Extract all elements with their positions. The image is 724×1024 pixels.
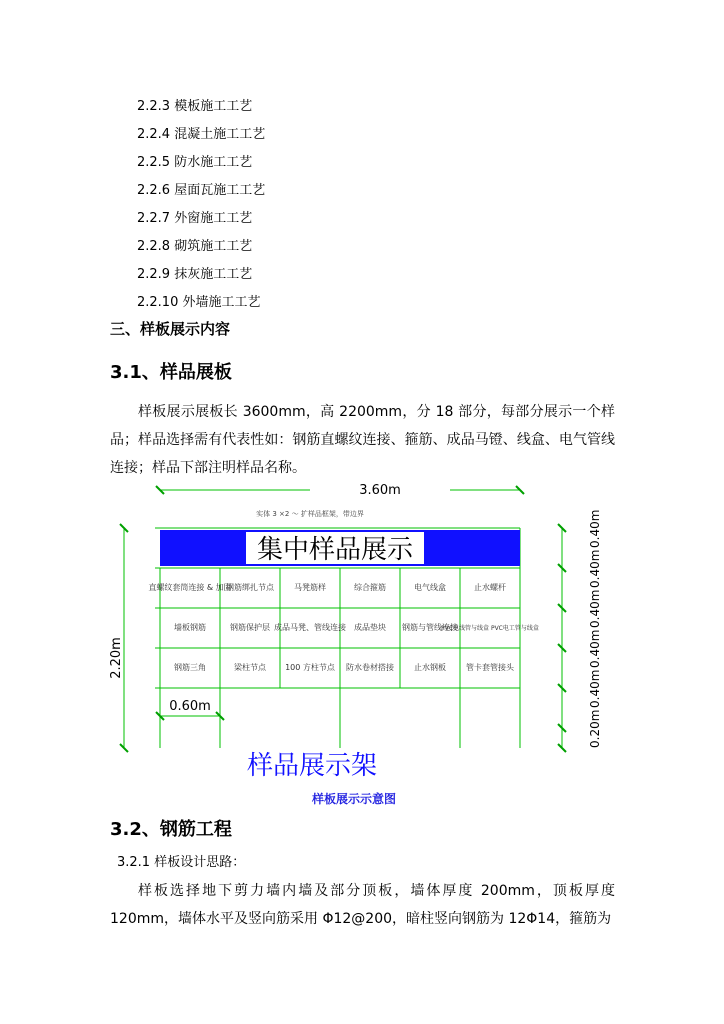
cell-label: 管卡套管接头	[466, 663, 514, 672]
right-dimension-3: 0.40m	[588, 589, 602, 628]
section-3-1-paragraph: 样板展示展板长 3600mm，高 2200mm，分 18 部分，每部分展示一个样品；样品选择需有代表性如：钢筋直螺纹连接、箍筋、成品马镫、线盒、电气管线连接；样品下部注明样品名称。	[110, 404, 615, 476]
display-rack-figure	[100, 478, 620, 778]
banner-text: 集中样品展示	[256, 535, 414, 565]
cell-label: 成品垫块	[354, 623, 386, 632]
cell-label: 直螺纹套筒连接 & 加固	[148, 583, 232, 592]
top-dimension: 3.60m	[359, 483, 401, 498]
right-dimension-4: 0.40m	[588, 549, 602, 588]
section-3-1-heading: 3.1、样品展板	[110, 362, 232, 383]
right-dimension-2: 0.40m	[588, 629, 602, 668]
display-rack-diagram	[100, 478, 620, 778]
section-3-2-1-heading: 3.2.1 样板设计思路：	[117, 855, 246, 870]
cell-label: 墙板钢筋	[174, 623, 206, 632]
cell-label: 成品马凳、管线连接	[274, 623, 346, 632]
toc-item: 2.2.8 砌筑施工工艺	[137, 239, 253, 254]
cell-label: 钢筋与管线连接	[402, 623, 458, 632]
toc-item: 2.2.4 混凝土施工工艺	[137, 127, 266, 142]
cell-label: PVC电线管与线盒 PVC电工管与线盒	[441, 625, 539, 632]
cell-label: 钢筋三角	[174, 663, 206, 672]
section-3-2-1-paragraph: 样板选择地下剪力墙内墙及部分顶板，墙体厚度 200mm，顶板厚度 120mm，墙体水平及竖向筋采用 Φ12@200，暗柱竖向钢筋为 12Φ14，箍筋为	[110, 883, 615, 927]
cell-label: 电气线盒	[414, 583, 446, 592]
section-3-2-heading: 3.2、钢筋工程	[110, 819, 232, 840]
cell-label: 防水卷材搭接	[346, 663, 394, 672]
toc-item: 2.2.10 外墙施工工艺	[137, 295, 261, 310]
figure-caption: 样板展示示意图	[312, 792, 397, 806]
toc-item: 2.2.6 屋面瓦施工工艺	[137, 183, 266, 198]
section-3-heading: 三、样板展示内容	[110, 320, 231, 338]
left-dimension: 2.20m	[109, 637, 124, 679]
cell-label: 100 方柱节点	[285, 663, 335, 672]
right-dimension-5: 0.40m	[588, 509, 602, 548]
cell-label: 止水螺杆	[474, 583, 506, 592]
cell-label: 钢筋保护层	[230, 623, 270, 632]
top-note: 实体 3 ×2 ～ 扩样品框架，带边界	[256, 510, 364, 518]
toc-item: 2.2.7 外窗施工工艺	[137, 211, 253, 226]
toc-item: 2.2.9 抹灰施工工艺	[137, 267, 253, 282]
cell-label: 综合箍筋	[354, 583, 386, 592]
right-dimension-0: 0.20m	[588, 709, 602, 748]
cell-label: 止水钢板	[414, 663, 446, 672]
cell-label: 马凳筋样	[294, 583, 326, 592]
right-dimension-1: 0.40m	[588, 669, 602, 708]
cell-label: 钢筋绑扎节点	[226, 583, 274, 592]
toc-item: 2.2.5 防水施工工艺	[137, 155, 253, 170]
cell-label: 梁柱节点	[234, 663, 266, 672]
toc-item: 2.2.3 模板施工工艺	[137, 99, 253, 114]
rack-footer-label: 样品展示架	[246, 751, 378, 778]
bottom-dimension: 0.60m	[169, 699, 211, 714]
